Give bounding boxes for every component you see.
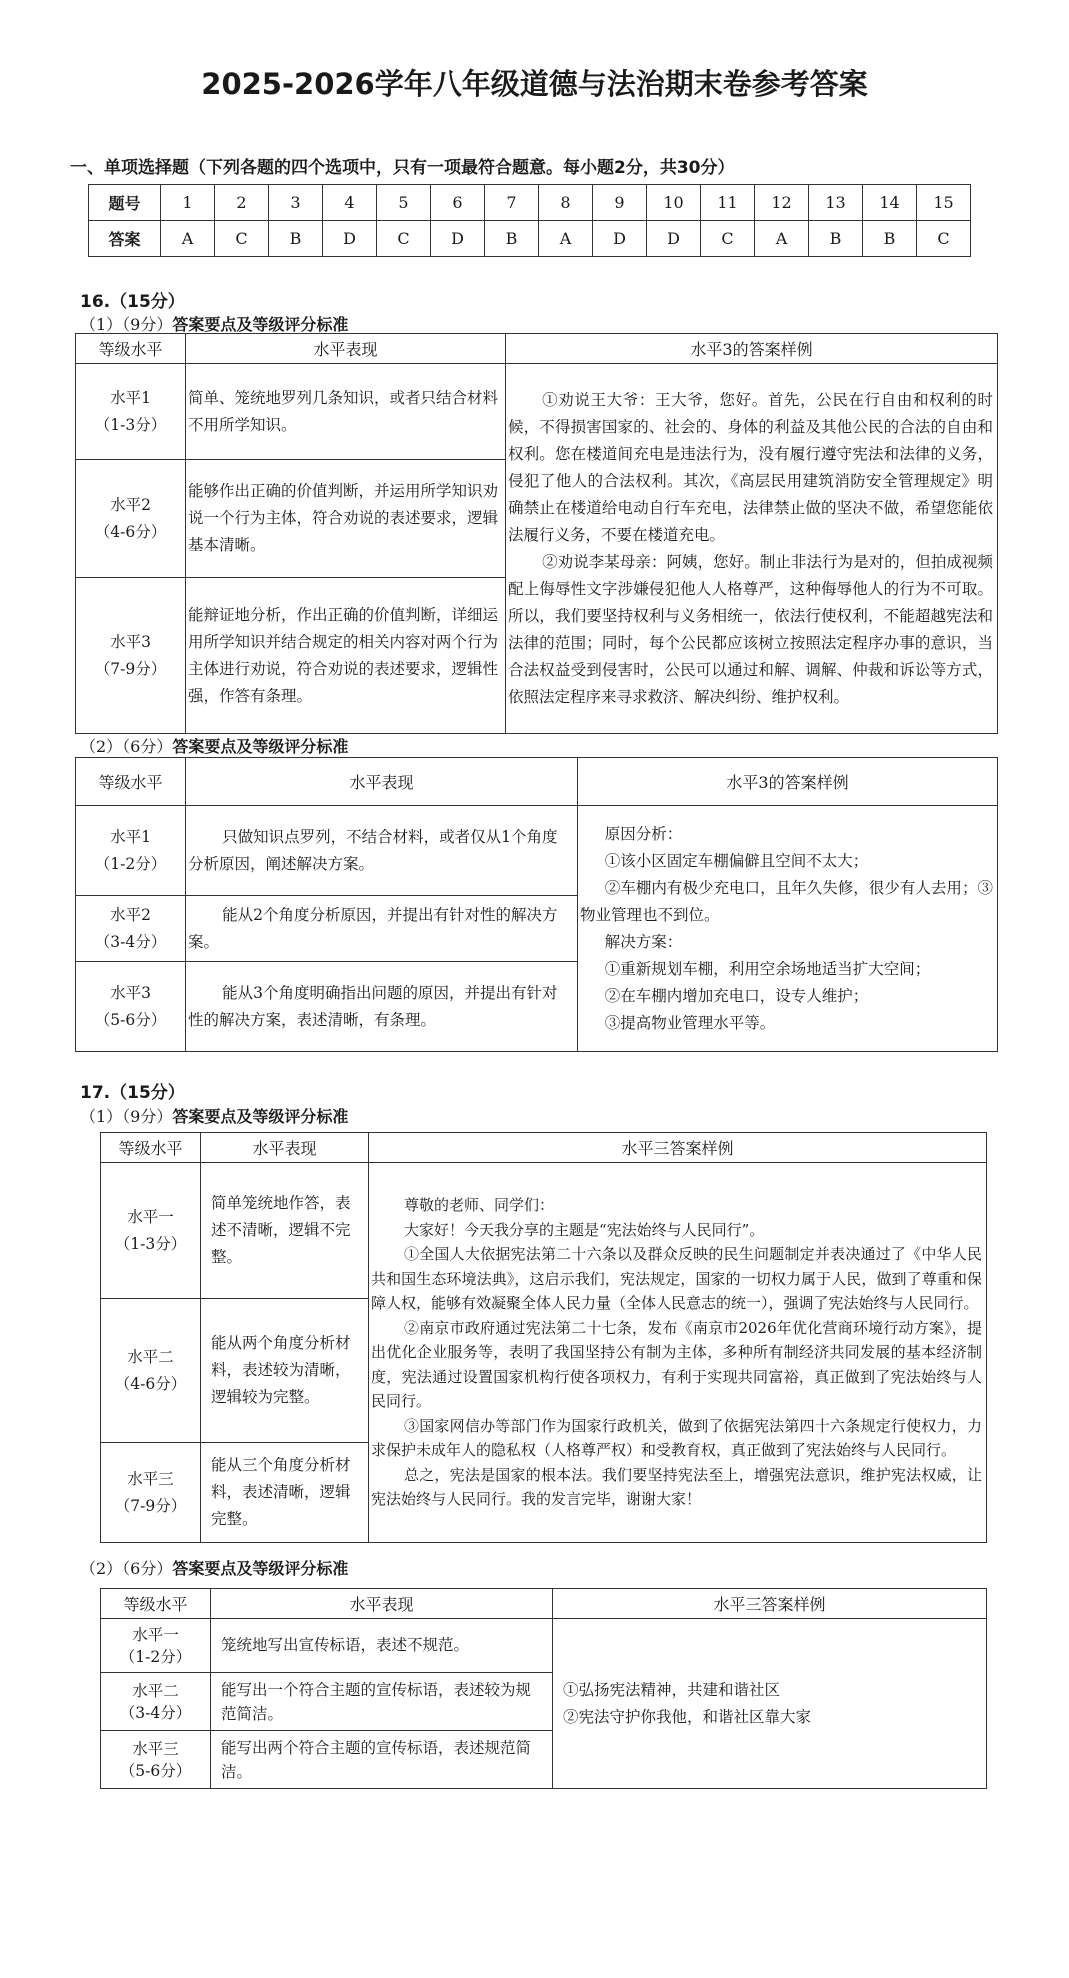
level-description: 能写出一个符合主题的宣传标语，表述较为规范简洁。: [211, 1673, 553, 1731]
sample-slogan: ②宪法守护你我他，和谐社区靠大家: [563, 1707, 812, 1726]
col-header-level: 等级水平: [76, 758, 186, 806]
level-score: （1-2分）: [119, 1647, 192, 1666]
col-header-level: 等级水平: [101, 1589, 211, 1619]
level-name: 水平二: [132, 1681, 179, 1700]
level-name: 水平一: [127, 1207, 174, 1226]
level-cell: [76, 896, 186, 962]
sample-answer-cell: [578, 806, 998, 1052]
col-header-performance: 水平表现: [211, 1589, 553, 1619]
answer-cell: C: [377, 221, 431, 257]
level-cell: [101, 1299, 201, 1443]
level-score: （1-2分）: [94, 854, 167, 873]
sample-answer-line: ①该小区固定车棚偏僻且空间不太大；: [604, 851, 869, 870]
sample-slogan: ①弘扬宪法精神，共建和谐社区: [563, 1680, 781, 1699]
question-number-row: [89, 185, 971, 221]
level-cell: [101, 1673, 211, 1731]
question-number: 5: [377, 185, 431, 221]
level-score: （7-9分）: [114, 1496, 187, 1515]
question-number: 15: [917, 185, 971, 221]
level-score: （5-6分）: [119, 1761, 192, 1780]
page-title: 2025-2026学年八年级道德与法治期末卷参考答案: [201, 67, 868, 101]
col-header-level: 等级水平: [76, 334, 186, 364]
question-number: 12: [755, 185, 809, 221]
level-cell: [101, 1619, 211, 1673]
question-number: 3: [269, 185, 323, 221]
level-score: （7-9分）: [94, 659, 167, 678]
q16-part2-heading: [80, 734, 348, 757]
sample-answer-paragraph: ①劝说王大爷：王大爷，您好。首先，公民在行自由和权利的时候，不得损害国家的、社会的、身体的利益及其他公民的合法的自由和权利。您在楼道间充电是违法行为，没有履行遵守宪法和法律的义务，侵犯了他人的合法权利。其次，《高层民用建筑消防安全管理规定》明确禁止在楼道给电动自行车充电，法律禁止做的坚决不做，希望您能依法履行义务，不要在楼道充电。: [508, 390, 993, 544]
sample-answer-paragraph: 大家好！今天我分享的主题是“宪法始终与人民同行”。: [404, 1220, 765, 1239]
level-cell: [76, 806, 186, 896]
q17-part1-rubric-table: [100, 1132, 987, 1543]
answer-cell: C: [701, 221, 755, 257]
question-number: 13: [809, 185, 863, 221]
sample-answer-cell: [553, 1619, 987, 1789]
level-name: 水平一: [132, 1625, 179, 1644]
part-label: 答案要点及等级评分标准: [172, 737, 349, 756]
level-description: 能辩证地分析，作出正确的价值判断，详细运用所学知识并结合规定的相关内容对两个行为主体进行劝说，符合劝说的表述要求，逻辑性强，作答有条理。: [186, 578, 506, 734]
question-number: 8: [539, 185, 593, 221]
sample-answer-line: 原因分析：: [604, 824, 683, 843]
level-name: 水平3: [110, 632, 151, 651]
level-cell: [101, 1163, 201, 1299]
col-header-example: 水平三答案样例: [369, 1133, 987, 1163]
row-label-question: 题号: [89, 185, 161, 221]
sample-answer-paragraph: ①全国人大依据宪法第二十六条以及群众反映的民生问题制定并表决通过了《中华人民共和国生态环境法典》，这启示我们，宪法规定，国家的一切权力属于人民，做到了尊重和保障人权，能够有效凝聚全体人民力量（全体人民意志的统一），强调了宪法始终与人民同行。: [371, 1245, 982, 1313]
level-description: 能写出两个符合主题的宣传标语，表述规范简洁。: [211, 1731, 553, 1789]
question-number: 11: [701, 185, 755, 221]
col-header-performance: 水平表现: [186, 334, 506, 364]
level-cell: [101, 1443, 201, 1543]
level-name: 水平1: [110, 388, 151, 407]
answer-cell: D: [431, 221, 485, 257]
part-number: （1）（9分）: [80, 1107, 173, 1126]
level-description: 简单笼统地作答，表述不清晰，逻辑不完整。: [201, 1163, 369, 1299]
col-header-performance: 水平表现: [201, 1133, 369, 1163]
col-header-performance: 水平表现: [186, 758, 578, 806]
q17-part2-heading: [80, 1556, 348, 1579]
sample-answer-cell: [369, 1163, 987, 1543]
level-cell: [76, 460, 186, 578]
level-description: 笼统地写出宣传标语，表述不规范。: [211, 1619, 553, 1673]
level-description: 只做知识点罗列，不结合材料，或者仅从1个角度分析原因，阐述解决方案。: [186, 806, 578, 896]
question-number: 2: [215, 185, 269, 221]
part-number: （1）（9分）: [80, 315, 173, 334]
level-score: （4-6分）: [114, 1374, 187, 1393]
answer-cell: A: [539, 221, 593, 257]
answer-cell: D: [647, 221, 701, 257]
q16-part1-heading: [80, 312, 348, 335]
answer-key-table: [88, 184, 971, 257]
level-name: 水平三: [127, 1469, 174, 1488]
level-score: （5-6分）: [94, 1010, 167, 1029]
answer-cell: C: [917, 221, 971, 257]
sample-answer-line: 解决方案：: [604, 932, 683, 951]
part-label: 答案要点及等级评分标准: [172, 315, 349, 334]
question-number: 6: [431, 185, 485, 221]
answer-cell: A: [161, 221, 215, 257]
q17-part1-heading: [80, 1104, 348, 1127]
sample-answer-paragraph: ②劝说李某母亲：阿姨，您好。制止非法行为是对的，但拍成视频配上侮辱性文字涉嫌侵犯他人人格尊严，这种侮辱他人的行为不可取。所以，我们要坚持权利与义务相统一，依法行使权利，不能超越宪法和法律的范围；同时，每个公民都应该树立按照法定程序办事的意识，当合法权益受到侵害时，公民可以通过和解、调解、仲裁和诉讼等方式，依照法定程序来寻求救济、解决纠纷、维护权利。: [508, 552, 993, 706]
level-name: 水平3: [110, 983, 151, 1002]
level-name: 水平2: [110, 905, 151, 924]
answer-cell: B: [269, 221, 323, 257]
answer-cell: D: [593, 221, 647, 257]
level-name: 水平1: [110, 827, 151, 846]
level-score: （1-3分）: [94, 415, 167, 434]
question-number: 7: [485, 185, 539, 221]
answer-cell: B: [863, 221, 917, 257]
level-description: 能从2个角度分析原因，并提出有针对性的解决方案。: [186, 896, 578, 962]
sample-answer-line: ②车棚内有极少充电口，且年久失修，很少有人去用；③物业管理也不到位。: [580, 878, 993, 924]
part-label: 答案要点及等级评分标准: [172, 1107, 349, 1126]
level-description: 简单、笼统地罗列几条知识，或者只结合材料不用所学知识。: [186, 364, 506, 460]
level-description: 能够作出正确的价值判断，并运用所学知识劝说一个行为主体，符合劝说的表述要求，逻辑基本清晰。: [186, 460, 506, 578]
answer-cell: A: [755, 221, 809, 257]
row-label-answer: 答案: [89, 221, 161, 257]
q16-part1-rubric-table: [75, 333, 998, 734]
sample-answer-paragraph: 尊敬的老师、同学们：: [404, 1196, 555, 1215]
question-number: 9: [593, 185, 647, 221]
q16-part2-rubric-table: [75, 757, 998, 1052]
answer-cell: B: [809, 221, 863, 257]
part-number: （2）（6分）: [80, 737, 173, 756]
level-name: 水平二: [127, 1347, 174, 1366]
level-description: 能从三个角度分析材料，表述清晰，逻辑完整。: [201, 1443, 369, 1543]
col-header-level: 等级水平: [101, 1133, 201, 1163]
answer-cell: C: [215, 221, 269, 257]
answer-cell: D: [323, 221, 377, 257]
question-17-heading: 17.（15分）: [80, 1083, 185, 1103]
level-cell: [76, 962, 186, 1052]
sample-answer-line: ③提高物业管理水平等。: [604, 1013, 776, 1032]
level-name: 水平2: [110, 495, 151, 514]
level-cell: [101, 1731, 211, 1789]
col-header-example: 水平3的答案样例: [506, 334, 998, 364]
level-name: 水平三: [132, 1739, 179, 1758]
part-number: （2）（6分）: [80, 1559, 173, 1578]
question-number: 1: [161, 185, 215, 221]
sample-answer-paragraph: 总之，宪法是国家的根本法。我们要坚持宪法至上，增强宪法意识，维护宪法权威，让宪法始终与人民同行。我的发言完毕，谢谢大家！: [371, 1465, 982, 1509]
part-label: 答案要点及等级评分标准: [172, 1559, 349, 1578]
sample-answer-line: ①重新规划车棚，利用空余场地适当扩大空间；: [604, 959, 931, 978]
question-number: 4: [323, 185, 377, 221]
sample-answer-cell: [506, 364, 998, 734]
answer-cell: B: [485, 221, 539, 257]
sample-answer-line: ②在车棚内增加充电口，设专人维护；: [604, 986, 869, 1005]
answer-row: [89, 221, 971, 257]
q17-part2-rubric-table: [100, 1588, 987, 1789]
level-score: （1-3分）: [114, 1234, 187, 1253]
level-cell: [76, 578, 186, 734]
sample-answer-paragraph: ③国家网信办等部门作为国家行政机关，做到了依据宪法第四十六条规定行使权力，力求保护未成年人的隐私权（人格尊严权）和受教育权，真正做到了宪法始终与人民同行。: [371, 1416, 982, 1460]
col-header-example: 水平三答案样例: [553, 1589, 987, 1619]
question-number: 14: [863, 185, 917, 221]
section-heading-multiple-choice: 一、单项选择题（下列各题的四个选项中，只有一项最符合题意。每小题2分，共30分）: [70, 158, 735, 178]
question-number: 10: [647, 185, 701, 221]
level-cell: [76, 364, 186, 460]
question-16-heading: 16.（15分）: [80, 292, 185, 312]
level-score: （3-4分）: [94, 932, 167, 951]
level-description: 能从3个角度明确指出问题的原因，并提出有针对性的解决方案，表述清晰，有条理。: [186, 962, 578, 1052]
level-score: （3-4分）: [119, 1703, 192, 1722]
level-score: （4-6分）: [94, 522, 167, 541]
level-description: 能从两个角度分析材料，表述较为清晰，逻辑较为完整。: [201, 1299, 369, 1443]
col-header-example: 水平3的答案样例: [578, 758, 998, 806]
sample-answer-paragraph: ②南京市政府通过宪法第二十七条，发布《南京市2026年优化营商环境行动方案》，提出优化企业服务等，表明了我国坚持公有制为主体，多种所有制经济共同发展的基本经济制度，宪法通过设置国家机构行使各项权力，有利于实现共同富裕，真正做到了宪法始终与人民同行。: [371, 1318, 982, 1411]
